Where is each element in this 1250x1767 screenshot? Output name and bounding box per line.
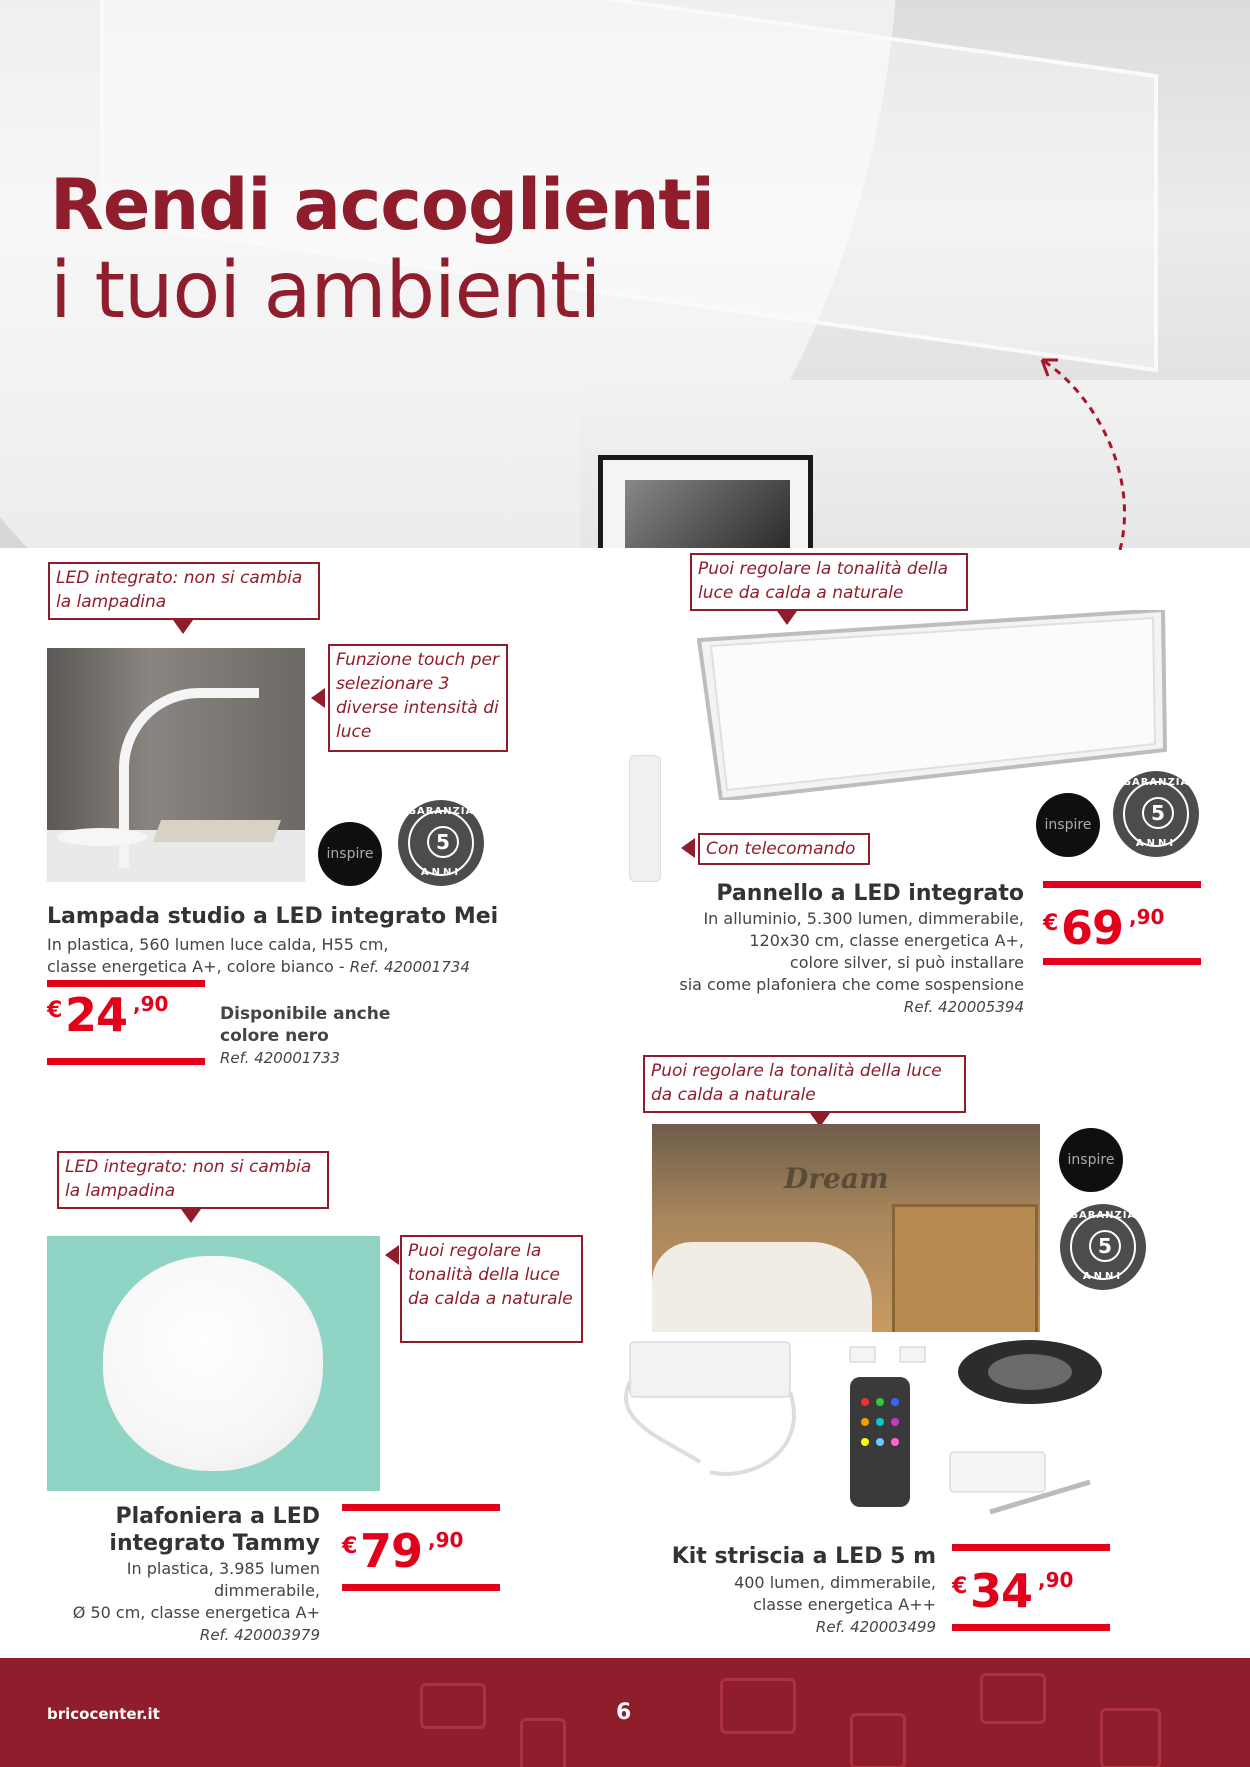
callout-pointer [181,1209,201,1223]
remote-control-image [629,755,661,882]
tammy-product-description: In plastica, 3.985 lumen dimmerabile, Ø 50 cm, classe energetica A+ Ref. 420003979 [72,1559,320,1644]
guarantee-badge: GARANZIA 5 ANNI [398,800,484,886]
callout-pointer [311,688,325,708]
lamp-variant-note: Disponibile anche colore nero Ref. 420001733 [220,1004,391,1067]
tool-pattern-icon [1100,1708,1161,1767]
callout-pointer [385,1245,399,1265]
lamp-price: € 24 ,90 [47,980,205,1050]
tool-pattern-icon [720,1678,796,1734]
tool-pattern-icon [520,1718,566,1767]
tool-pattern-icon [420,1683,486,1729]
dashed-arrow-icon [1030,350,1130,550]
tammy-callout-tone: Puoi regolare la tonalità della luce da calda a naturale [400,1235,583,1343]
website-link[interactable]: bricocenter.it [47,1705,160,1723]
lamp-product-name: Lampada studio a LED integrato Mei [47,904,499,929]
tool-pattern-icon [850,1713,906,1767]
inspire-brand-badge: inspire [1059,1128,1123,1192]
led-panel-image [697,610,1167,800]
lamp-product-description: In plastica, 560 lumen luce calda, H55 cm, classe energetica A+, colore bianco - Ref. 420001734 [47,935,470,976]
led-strip-kit-image [610,1332,1130,1532]
panel-callout-tone: Puoi regolare la tonalità della luce da calda a naturale [690,553,968,611]
callout-pointer [681,838,695,858]
tammy-price: € 79 ,90 [342,1504,500,1574]
panel-callout-remote: Con telecomando [698,833,870,865]
lamp-callout-led: LED integrato: non si cambia la lampadina [48,562,320,620]
inspire-brand-badge: inspire [1036,793,1100,857]
callout-pointer [173,620,193,634]
tammy-product-name: Plafoniera a LED integrato Tammy [109,1504,320,1556]
lamp-callout-touch: Funzione touch per selezionare 3 diverse intensità di luce [328,644,508,752]
dream-sign: Dream [784,1162,889,1195]
wall-picture-frame [598,455,813,548]
tammy-product-image [47,1236,380,1491]
tool-pattern-icon [980,1673,1046,1724]
inspire-brand-badge: inspire [318,822,382,886]
panel-product-name: Pannello a LED integrato [716,881,1024,906]
kit-product-description: 400 lumen, dimmerabile, classe energetica A++ Ref. 420003499 [734,1573,936,1636]
kit-product-name: Kit striscia a LED 5 m [671,1544,936,1569]
guarantee-badge: GARANZIA 5 ANNI [1060,1204,1146,1290]
tammy-callout-led: LED integrato: non si cambia la lampadina [57,1151,329,1209]
panel-product-description: In alluminio, 5.300 lumen, dimmerabile, 120x30 cm, classe energetica A+, colore silver, si può installare sia come plafoniera che come sospensione Ref. 420005394 [679,909,1024,1016]
page-title-line2: i tuoi ambienti [50,246,601,336]
lamp-product-image [47,648,305,882]
page-number: 6 [616,1700,632,1725]
guarantee-badge: GARANZIA 5 ANNI [1113,771,1199,857]
kit-bedroom-image [652,1124,1040,1332]
kit-price: € 34 ,90 [952,1544,1110,1614]
page-title-line1: Rendi accoglienti [50,164,714,246]
kit-callout-tone: Puoi regolare la tonalità della luce da calda a naturale [643,1055,966,1113]
panel-price: € 69 ,90 [1043,881,1201,951]
